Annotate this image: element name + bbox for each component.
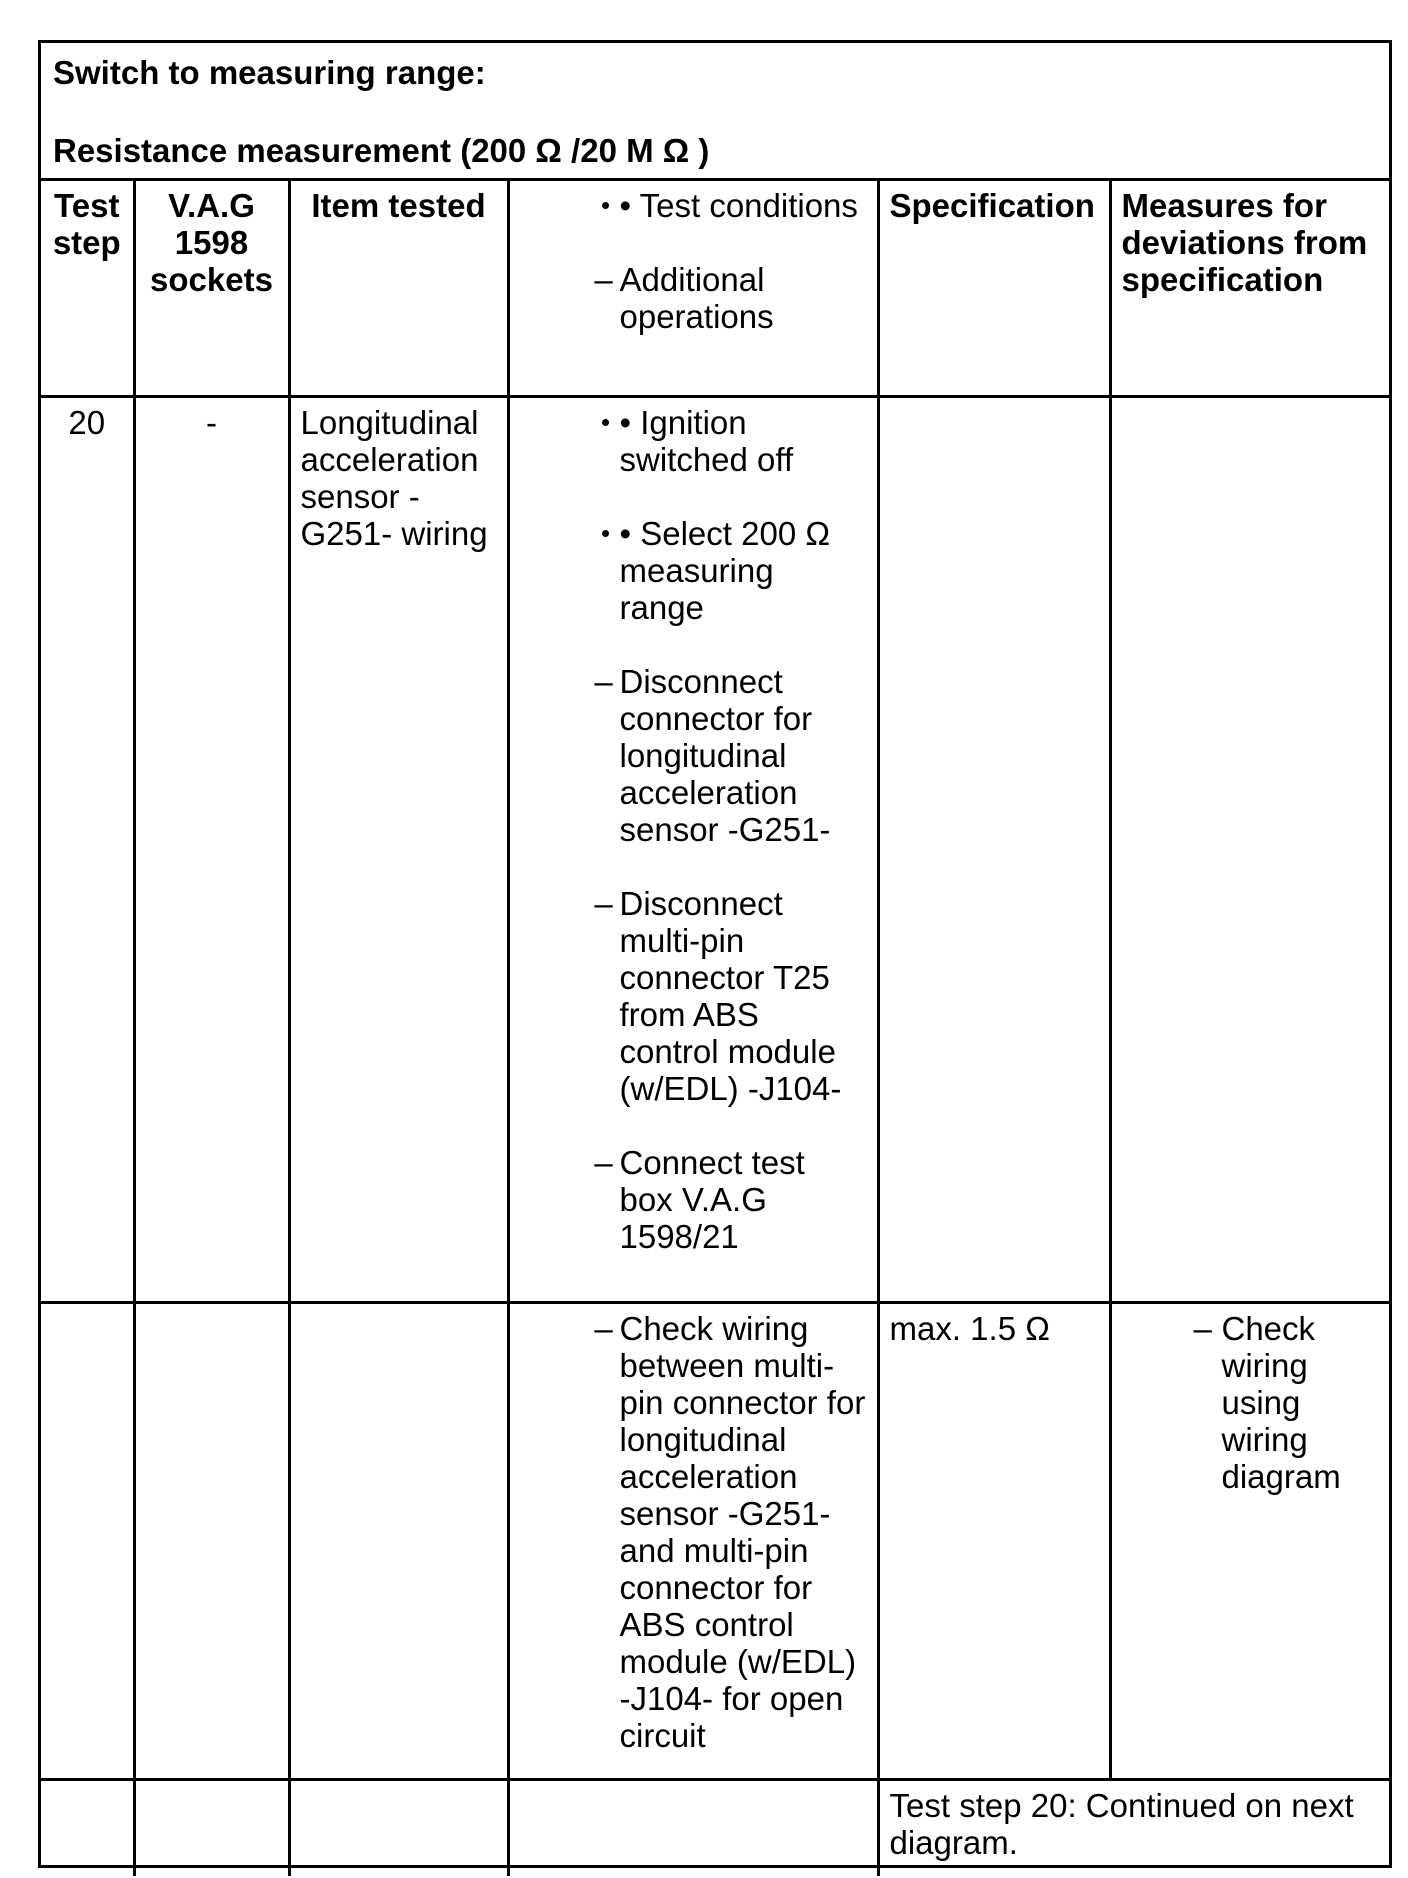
cell-item-tested: Longitudinal acceleration sensor -G251- wiring	[289, 396, 508, 1302]
footer-note: Test step 20: Continued on next diagram.	[878, 1779, 1389, 1876]
cell-sockets	[134, 1302, 289, 1779]
cell-specification	[878, 396, 1110, 1302]
table-header-row	[41, 181, 1389, 396]
cell-empty	[289, 1779, 508, 1876]
col-header-test-step: Test step	[41, 181, 134, 396]
col-header-item-tested: Item tested	[289, 181, 508, 396]
col-header-measures: Measures for deviations from specification	[1110, 181, 1389, 396]
cell-specification: max. 1.5 Ω	[878, 1302, 1110, 1779]
list-item: • • Test conditions	[520, 187, 867, 224]
cell-empty	[134, 1779, 289, 1876]
cell-item-tested	[289, 1302, 508, 1779]
list-item: – Check wiring between multi-pin connector for longitudinal acceleration sensor -G251- and multi-pin connector for ABS control module (w/EDL) -J104- for open circuit	[520, 1310, 867, 1754]
list-item: – Disconnect connector for longitudinal acceleration sensor -G251-	[520, 663, 867, 848]
list-item: – Connect test box V.A.G 1598/21	[520, 1144, 867, 1255]
list-item: – Disconnect multi-pin connector T25 from ABS control module (w/EDL) -J104-	[520, 885, 867, 1107]
cell-test-step	[41, 1302, 134, 1779]
header-line-2: Resistance measurement (200 Ω /20 M Ω )	[53, 132, 710, 169]
dash-icon: –	[594, 1143, 613, 1181]
test-steps-table	[41, 181, 1389, 1876]
col-header-conditions	[508, 181, 878, 396]
dash-icon: –	[594, 261, 613, 298]
cell-measures	[1110, 1302, 1389, 1779]
table-row	[41, 1302, 1389, 1779]
list-item: • • Ignition switched off	[520, 404, 867, 478]
cell-empty	[508, 1779, 878, 1876]
dash-icon: –	[1193, 1309, 1212, 1347]
cell-conditions	[508, 396, 878, 1302]
table-row	[41, 396, 1389, 1302]
col-header-specification: Specification	[878, 181, 1110, 396]
table-row	[41, 1779, 1389, 1876]
header-line-1: Switch to measuring range:	[53, 54, 486, 91]
test-table-document	[38, 40, 1392, 1868]
list-item: • • Select 200 Ω measuring range	[520, 515, 867, 626]
dash-icon: –	[594, 662, 613, 700]
list-item: – Additional operations	[520, 261, 867, 335]
bullet-icon: •	[600, 190, 611, 220]
cell-sockets: -	[134, 396, 289, 1302]
dash-icon: –	[594, 1309, 613, 1347]
dash-icon: –	[594, 884, 613, 922]
bullet-icon: •	[600, 406, 611, 437]
cell-measures	[1110, 396, 1389, 1302]
bullet-icon: •	[600, 517, 611, 548]
col-header-sockets: V.A.G 1598 sockets	[134, 181, 289, 396]
list-item: – Check wiring using wiring diagram	[1193, 1309, 1341, 1495]
cell-empty	[41, 1779, 134, 1876]
cell-conditions	[508, 1302, 878, 1779]
measuring-range-header	[41, 43, 1389, 181]
cell-test-step: 20	[41, 396, 134, 1302]
